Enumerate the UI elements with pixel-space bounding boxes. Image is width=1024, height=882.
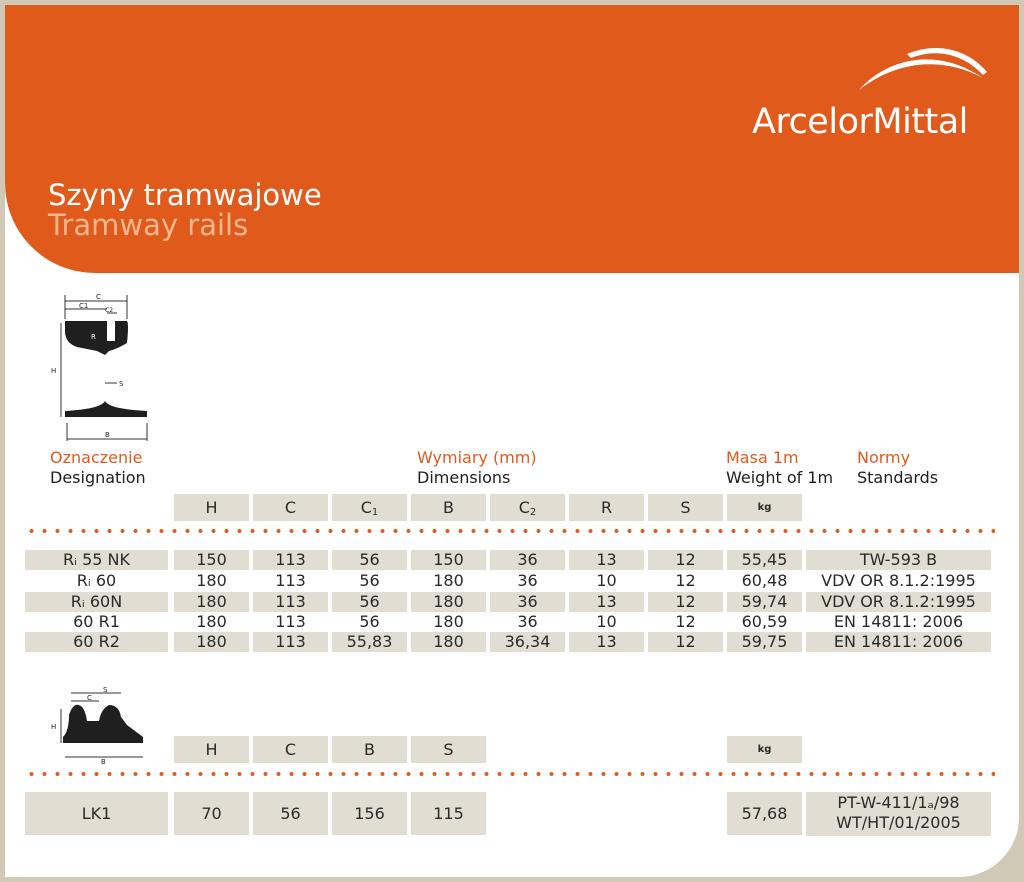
rail-row-4-r: 10 <box>596 612 617 631</box>
rail-row-2-c1: 56 <box>359 571 380 590</box>
col-header-kg: kg <box>727 494 802 521</box>
rail-row-5-standard: EN 14811: 2006 <box>806 632 991 652</box>
rail-row-3-s: 12 <box>648 592 723 612</box>
rail-row-4-h: 180 <box>196 612 227 631</box>
rail-row-5-designation: 60 R2 <box>25 632 168 652</box>
col-header-b: B <box>411 494 486 521</box>
rail-row-5-s: 12 <box>648 632 723 652</box>
rail-row-3-standard: VDV OR 8.1.2:1995 <box>806 592 991 612</box>
dimensions-header-pl: Wymiary (mm) <box>417 448 537 467</box>
lk1-weight: 57,68 <box>727 792 802 835</box>
label-c2: C2 <box>105 307 114 314</box>
label-h-2: H <box>51 723 57 731</box>
dotted-divider-2 <box>25 772 995 776</box>
designation-header-en: Designation <box>50 468 146 487</box>
lk1-s: 115 <box>411 792 486 835</box>
t2-col-header-kg: kg <box>727 736 802 763</box>
lk1-standards <box>806 792 991 836</box>
rail-row-1-kg: 55,45 <box>727 550 802 570</box>
rail-row-5-r: 13 <box>569 632 644 652</box>
lk1-standard-line2: WT/HT/01/2005 <box>836 813 961 832</box>
rail-row-5-b: 180 <box>411 632 486 652</box>
col-header-r: R <box>569 494 644 521</box>
rail-row-5-c: 113 <box>253 632 328 652</box>
rail-row-4-c1: 56 <box>359 612 380 631</box>
label-s: S <box>119 380 124 388</box>
rail-row-1-designation: Rᵢ 55 NK <box>25 550 168 570</box>
rail-row-2-c2: 36 <box>517 571 538 590</box>
rail-row-3-designation: Rᵢ 60N <box>25 592 168 612</box>
lk1-designation: LK1 <box>25 792 168 835</box>
rail-row-3-kg: 59,74 <box>727 592 802 612</box>
dotted-divider <box>25 529 995 533</box>
rail-row-1-r: 13 <box>569 550 644 570</box>
standards-header-pl: Normy <box>857 448 911 467</box>
rail-row-2-designation: Rᵢ 60 <box>76 571 117 590</box>
rail-row-1-h: 150 <box>174 550 249 570</box>
designation-header-pl: Oznaczenie <box>50 448 143 467</box>
label-c1: C1 <box>79 302 89 310</box>
col-header-c: C <box>253 494 328 521</box>
rail-row-3-h: 180 <box>174 592 249 612</box>
datasheet-page <box>5 5 1019 877</box>
t2-col-header-b: B <box>332 736 407 763</box>
label-c-2: C <box>87 694 92 702</box>
groove-rail-profile-drawing <box>47 685 157 765</box>
rail-row-4-designation: 60 R1 <box>73 612 120 631</box>
lk1-h: 70 <box>174 792 249 835</box>
rail-row-2-r: 10 <box>596 571 617 590</box>
arcelormittal-logo-text: ArcelorMittal <box>752 102 968 142</box>
t2-col-header-c: C <box>253 736 328 763</box>
rail-row-5-h: 180 <box>174 632 249 652</box>
rail-row-5-c2: 36,34 <box>490 632 565 652</box>
label-r: R <box>91 333 96 341</box>
rail-row-2-h: 180 <box>196 571 227 590</box>
title-english: Tramway rails <box>48 208 249 242</box>
rail-row-2-b: 180 <box>433 571 464 590</box>
rail-row-3-r: 13 <box>569 592 644 612</box>
rail-row-3-c1: 56 <box>332 592 407 612</box>
dimensions-header-en: Dimensions <box>417 468 511 487</box>
t2-col-header-s: S <box>411 736 486 763</box>
rail-row-1-c1: 56 <box>332 550 407 570</box>
rail-row-2-standard: VDV OR 8.1.2:1995 <box>821 571 976 590</box>
rail-row-4-s: 12 <box>675 612 696 631</box>
rail-row-3-c: 113 <box>253 592 328 612</box>
col-header-c1: $C_1$ <box>332 494 407 521</box>
rail-row-4-c: 113 <box>275 612 306 631</box>
header-banner <box>5 5 1019 273</box>
lk1-b: 156 <box>332 792 407 835</box>
rail-row-2-c: 113 <box>275 571 306 590</box>
col-header-c2: $C_2$ <box>490 494 565 521</box>
label-c: C <box>96 293 101 301</box>
label-s2: S <box>103 686 108 694</box>
rail-row-1-standard: TW-593 B <box>806 550 991 570</box>
weight-header-en: Weight of 1m <box>726 468 834 487</box>
rail-row-2-s: 12 <box>675 571 696 590</box>
weight-header-pl: Masa 1m <box>726 448 799 467</box>
rail-row-4-c2: 36 <box>517 612 538 631</box>
label-h: H <box>51 367 57 375</box>
rail-row-3-c2: 36 <box>490 592 565 612</box>
rail-row-1-s: 12 <box>648 550 723 570</box>
rail-row-4-kg: 60,59 <box>741 612 788 631</box>
col-header-h: H <box>174 494 249 521</box>
col-header-s: S <box>648 494 723 521</box>
t2-col-header-h: H <box>174 736 249 763</box>
rail-profile-drawing <box>47 291 157 441</box>
rail-row-1-c: 113 <box>253 550 328 570</box>
rail-row-1-c2: 36 <box>490 550 565 570</box>
lk1-c: 56 <box>253 792 328 835</box>
rail-row-1-b: 150 <box>411 550 486 570</box>
label-b-2: B <box>101 758 106 765</box>
rail-row-3-b: 180 <box>411 592 486 612</box>
rail-row-5-kg: 59,75 <box>727 632 802 652</box>
rail-row-2-kg: 60,48 <box>741 571 788 590</box>
label-b: B <box>105 431 110 439</box>
rail-row-4-standard: EN 14811: 2006 <box>833 612 964 631</box>
rail-row-4-b: 180 <box>433 612 464 631</box>
lk1-standard-line1: PT-W-411/1ₐ/98 <box>837 793 960 812</box>
arcelormittal-logo-swoosh-icon <box>855 40 990 100</box>
standards-header-en: Standards <box>857 468 939 487</box>
title-polish: Szyny tramwajowe <box>48 178 322 212</box>
rail-row-5-c1: 55,83 <box>332 632 407 652</box>
